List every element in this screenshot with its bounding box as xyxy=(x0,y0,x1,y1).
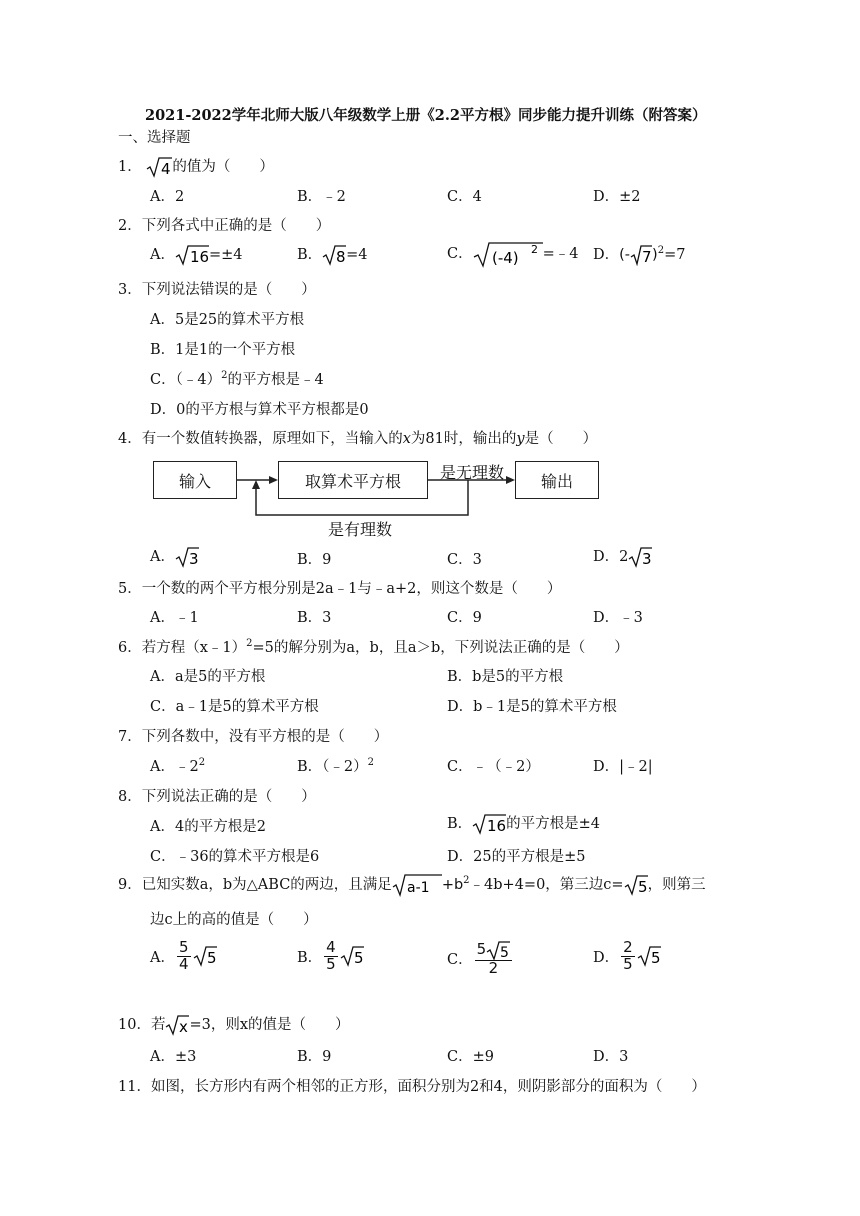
option-c[interactable]: C．a﹣1是5的算术平方根 xyxy=(150,699,319,715)
option-c[interactable]: C．±9 xyxy=(447,1049,494,1065)
question-number: 5． xyxy=(118,581,142,597)
option-a[interactable]: A．±3 xyxy=(150,1049,197,1065)
option-a[interactable]: A． 16 =±4 xyxy=(150,243,243,266)
sqrt-symbol xyxy=(472,813,506,835)
option-b[interactable]: B．9 xyxy=(297,552,332,568)
option-d[interactable]: D．(- 7 )$^2$=7 xyxy=(593,245,686,266)
option-a[interactable]: A．5是25的算术平方根 xyxy=(150,312,305,328)
question-number: 4． xyxy=(118,431,142,447)
sqrt-symbol xyxy=(624,874,648,896)
flow-process-box: 取算术平方根 xyxy=(278,461,428,499)
option-a[interactable]: A．$﹣2^2$ xyxy=(150,757,206,775)
question-number: 10． xyxy=(118,1017,151,1033)
sqrt-symbol xyxy=(637,945,661,967)
option-b[interactable]: B．（﹣2）$^2$ xyxy=(297,757,375,775)
option-c[interactable]: C． 5 5 2 xyxy=(447,940,514,977)
svg-text:16: 16 xyxy=(487,817,507,835)
sqrt-symbol xyxy=(473,240,543,268)
option-a[interactable]: A．2 xyxy=(150,189,185,205)
option-b[interactable]: B． 8 =4 xyxy=(297,243,368,266)
question-number: 11． xyxy=(118,1079,151,1095)
sqrt-symbol xyxy=(340,945,364,967)
option-d[interactable]: D．25的平方根是±5 xyxy=(447,849,586,865)
question-text: 下列各式中正确的是（ ） xyxy=(141,218,331,234)
option-c[interactable]: C． (-4) 2 =﹣4 xyxy=(447,240,578,268)
question-number: 7． xyxy=(118,729,142,745)
svg-text:5: 5 xyxy=(500,945,510,960)
flow-irrational-label: 是无理数 xyxy=(440,463,505,482)
option-a[interactable]: A．a是5的平方根 xyxy=(150,669,266,685)
flow-input-box: 输入 xyxy=(153,461,237,499)
question-9-line2: 边c上的高的值是（ ） xyxy=(150,912,318,928)
option-a[interactable]: A．﹣1 xyxy=(150,610,199,626)
option-d[interactable]: D．|﹣2| xyxy=(593,759,653,775)
sqrt-symbol xyxy=(486,940,510,960)
option-a[interactable]: A．4的平方根是2 xyxy=(150,819,266,835)
question-text: 下列说法正确的是（ ） xyxy=(141,789,316,805)
question-number: 6． xyxy=(118,640,142,656)
question-11 xyxy=(118,1075,706,1096)
svg-text:(-4): (-4) xyxy=(491,249,519,267)
question-number: 3． xyxy=(118,282,142,298)
question-5 xyxy=(118,577,561,598)
svg-text:5: 5 xyxy=(206,949,217,968)
sqrt-symbol xyxy=(628,546,652,568)
page-title: 2021-2022学年北师大版八年级数学上册《2.2平方根》同步能力提升训练（附答案） xyxy=(145,107,707,124)
question-text: 一个数的两个平方根分别是2a﹣1与﹣a+2，则这个数是（ ） xyxy=(141,581,562,597)
sqrt-symbol xyxy=(322,244,346,266)
section-heading: 一、选择题 xyxy=(118,130,191,146)
option-d[interactable]: D．3 xyxy=(593,1049,629,1065)
svg-text:3: 3 xyxy=(188,550,199,568)
option-d[interactable]: D．b﹣1是5的算术平方根 xyxy=(447,699,617,715)
option-b[interactable]: B．9 xyxy=(297,1049,332,1065)
sqrt-symbol xyxy=(193,945,217,967)
sqrt-symbol xyxy=(146,156,172,178)
question-text: 下列各数中，没有平方根的是（ ） xyxy=(141,729,389,745)
question-3 xyxy=(118,278,316,299)
question-number: 2． xyxy=(118,218,142,234)
option-d[interactable]: D． $\frac{2}{5}$ 5 xyxy=(593,938,661,973)
sqrt-symbol xyxy=(175,244,209,266)
option-d[interactable]: D．±2 xyxy=(593,189,641,205)
radicand: 4 xyxy=(161,160,171,178)
option-c[interactable]: C．﹣36的算术平方根是6 xyxy=(150,849,320,865)
option-c[interactable]: C．﹣（﹣2） xyxy=(447,759,540,775)
option-a[interactable]: A． 3 xyxy=(150,545,199,568)
question-text: 的值为（ ） xyxy=(172,159,274,175)
option-d[interactable]: D．2 3 xyxy=(593,545,652,568)
flow-rational-label: 是有理数 xyxy=(328,520,393,539)
question-number: 8． xyxy=(118,789,142,805)
question-text: 如图，长方形内有两个相邻的正方形，面积分别为2和4，则阴影部分的面积为（ ） xyxy=(150,1079,706,1095)
sqrt-symbol xyxy=(630,244,652,266)
question-7 xyxy=(118,725,388,746)
option-b[interactable]: B． 16 的平方根是±4 xyxy=(447,812,600,835)
question-4: 4．有一个数值转换器，原理如下，当输入的x为81时，输出的y是（ ） xyxy=(118,431,598,447)
flow-output-box: 输出 xyxy=(515,461,599,499)
svg-text:x: x xyxy=(179,1018,189,1036)
svg-text:5: 5 xyxy=(650,949,661,968)
svg-text:3: 3 xyxy=(642,550,652,568)
option-c[interactable]: C．4 xyxy=(447,189,482,205)
option-c[interactable]: C．（﹣4）$^2$的平方根是﹣4 xyxy=(150,370,324,388)
option-b[interactable]: B．﹣2 xyxy=(297,189,346,205)
svg-text:16: 16 xyxy=(189,248,209,266)
option-b[interactable]: B．3 xyxy=(297,610,332,626)
question-text: 下列说法错误的是（ ） xyxy=(141,282,316,298)
option-d[interactable]: D．0的平方根与算术平方根都是0 xyxy=(150,402,369,418)
svg-text:2: 2 xyxy=(530,243,538,256)
option-d[interactable]: D．﹣3 xyxy=(593,610,643,626)
sqrt-symbol xyxy=(175,546,199,568)
svg-text:5: 5 xyxy=(637,878,648,896)
sqrt-symbol xyxy=(165,1014,189,1036)
question-number: 9． xyxy=(118,877,142,893)
option-a[interactable]: A． $\frac{5}{4}$ 5 xyxy=(150,938,217,973)
svg-text:a-1: a-1 xyxy=(406,880,430,896)
question-10: 10．若 x =3，则x的值是（ ） xyxy=(118,1013,350,1036)
svg-text:8: 8 xyxy=(336,248,346,266)
option-b[interactable]: B．1是1的一个平方根 xyxy=(150,342,296,358)
question-2 xyxy=(118,214,330,235)
option-b[interactable]: B．b是5的平方根 xyxy=(447,669,564,685)
question-1 xyxy=(118,155,274,178)
svg-text:7: 7 xyxy=(642,248,652,266)
question-9: 9．已知实数a，b为△ABC的两边，且满足 a-1 $+b^2﹣4b+4=0$，第三边c= 5 ，则第三 xyxy=(118,873,706,897)
question-number: 1． xyxy=(118,159,142,175)
question-8 xyxy=(118,785,316,806)
question-6: 6．若方程（x﹣1）$^2$=5的解分别为a，b，且a＞b，下列说法正确的是（ ） xyxy=(118,638,629,656)
sqrt-symbol xyxy=(392,873,442,897)
option-c[interactable]: C．3 xyxy=(447,552,482,568)
option-c[interactable]: C．9 xyxy=(447,610,482,626)
option-b[interactable]: B． $\frac{4}{5}$ 5 xyxy=(297,938,364,973)
svg-text:5: 5 xyxy=(353,949,364,968)
